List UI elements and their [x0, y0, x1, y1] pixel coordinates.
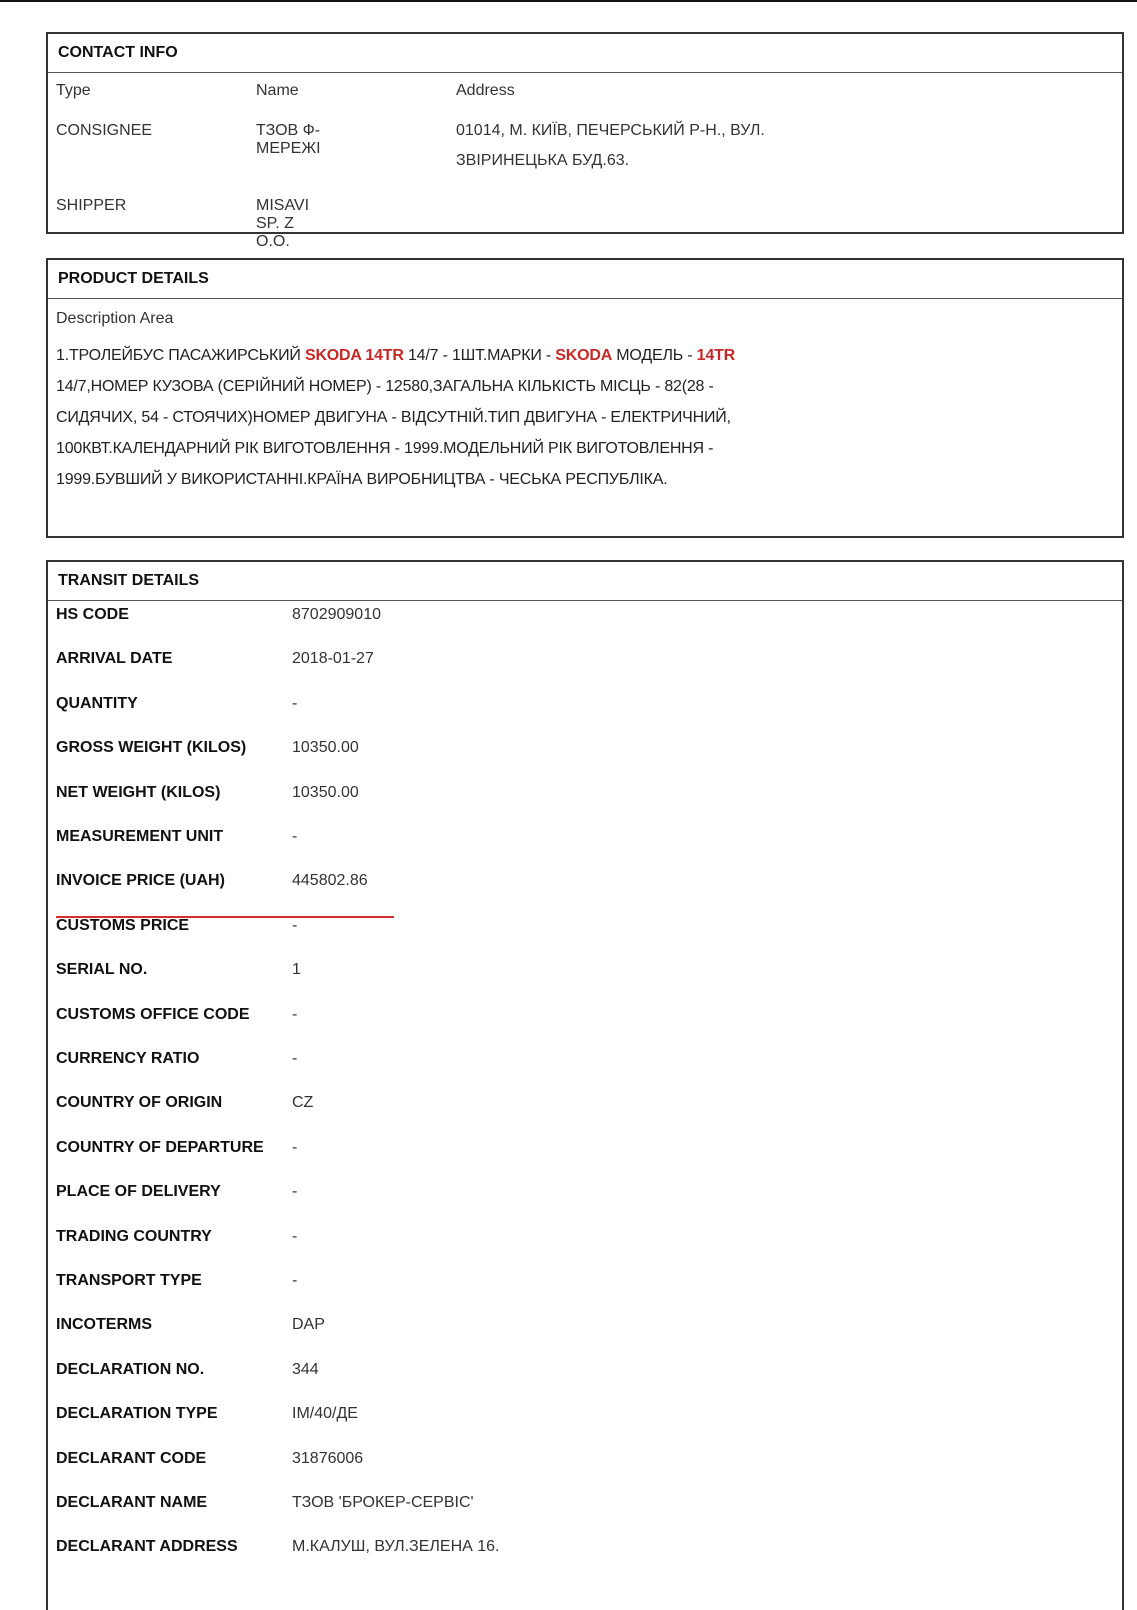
transit-row [56, 606, 1056, 630]
transit-row [56, 784, 1056, 808]
transit-value: - [292, 1227, 298, 1245]
transit-value: М.КАЛУШ, ВУЛ.ЗЕЛЕНА 16. [292, 1538, 500, 1556]
product-description [56, 340, 776, 495]
desc-part: 14/7 - 1ШТ.МАРКИ - [403, 347, 556, 364]
transit-label: DECLARANT CODE [56, 1449, 207, 1467]
transit-label: QUANTITY [56, 694, 138, 712]
transit-value: 10350.00 [292, 739, 359, 757]
transit-value: - [292, 1138, 298, 1156]
transit-label: COUNTRY OF ORIGIN [56, 1094, 223, 1112]
transit-label: ARRIVAL DATE [56, 650, 173, 668]
transit-value: DAP [292, 1316, 325, 1334]
transit-row [56, 828, 1056, 852]
contact-address: 01014, М. КИЇВ, ПЕЧЕРСЬКИЙ Р-Н., ВУЛ. ЗВІРИНЕЦЬКА БУД.63. [456, 122, 765, 169]
product-details-title: PRODUCT DETAILS [48, 260, 1122, 299]
transit-value: 1 [292, 961, 301, 979]
transit-label: NET WEIGHT (KILOS) [56, 783, 221, 801]
transit-row [56, 872, 1056, 896]
type-header: Type [56, 82, 91, 99]
transit-label: CURRENCY RATIO [56, 1050, 200, 1067]
transit-label: DECLARANT NAME [56, 1494, 208, 1511]
name-header: Name [256, 82, 299, 99]
transit-label: TRANSPORT TYPE [56, 1272, 202, 1289]
desc-part: 14/7,НОМЕР КУЗОВА (СЕРІЙНИЙ НОМЕР) - 12580,ЗАГАЛЬНА КІЛЬКІСТЬ МІСЦЬ - 82(28 - СИДЯЧИХ, 54 - СТОЯЧИХ)НОМЕР ДВИГУНА - ВІДСУТНІЙ.ТИП ДВИГУНА - ЕЛЕКТРИЧНИЙ, 100КВТ.КАЛЕНДАРНИЙ РІК ВИГОТОВЛЕННЯ - 1999.МОДЕЛЬНИЙ РІК ВИГОТОВЛЕННЯ - 1999.БУВШИЙ У ВИКОРИСТАННІ.КРАЇНА ВИРОБНИЦТВА - ЧЕСЬКА РЕСПУБЛІКА. [56, 378, 731, 488]
transit-row [56, 1361, 1056, 1385]
transit-label: DECLARATION TYPE [56, 1405, 218, 1423]
product-details-panel [46, 258, 1124, 538]
transit-row [56, 1228, 1056, 1252]
transit-row [56, 739, 1056, 763]
transit-value: ІМ/40/ДЕ [292, 1405, 358, 1423]
transit-value: - [292, 1005, 298, 1023]
transit-row [56, 1494, 1056, 1518]
transit-label: DECLARANT ADDRESS [56, 1538, 238, 1556]
transit-label: COUNTRY OF DEPARTURE [56, 1138, 264, 1156]
transit-details-title: TRANSIT DETAILS [48, 562, 1122, 601]
transit-row [56, 1538, 1056, 1562]
desc-highlight: 14TR [696, 347, 735, 364]
contact-name: MISAVI SP. Z O.O. [256, 197, 310, 250]
transit-label: GROSS WEIGHT (KILOS) [56, 739, 247, 757]
transit-row [56, 1139, 1056, 1163]
transit-label: DECLARATION NO. [56, 1360, 205, 1378]
transit-row [56, 1405, 1056, 1429]
desc-highlight: SKODA [555, 347, 613, 364]
transit-row [56, 1050, 1056, 1074]
contact-info-title: CONTACT INFO [48, 34, 1122, 73]
transit-value: 10350.00 [292, 783, 359, 801]
transit-row [56, 1450, 1056, 1474]
contact-type: SHIPPER [56, 197, 127, 214]
transit-value: 8702909010 [292, 606, 381, 623]
transit-value: - [292, 694, 298, 712]
transit-label: INVOICE PRICE (UAH) [56, 872, 225, 890]
transit-value: - [292, 1050, 298, 1067]
desc-part: 1.ТРОЛЕЙБУС ПАСАЖИРСЬКИЙ [56, 347, 305, 364]
transit-value: CZ [292, 1094, 314, 1112]
invoice-price-underline [56, 916, 394, 918]
transit-label: SERIAL NO. [56, 961, 148, 979]
transit-value: - [292, 1272, 298, 1289]
transit-label: TRADING COUNTRY [56, 1227, 212, 1245]
description-area-label: Description Area [56, 310, 174, 327]
transit-label: INCOTERMS [56, 1316, 152, 1334]
transit-row [56, 1094, 1056, 1118]
desc-part: МОДЕЛЬ - [612, 347, 697, 364]
transit-value: 31876006 [292, 1449, 364, 1467]
transit-row [56, 1316, 1056, 1340]
transit-row [56, 1272, 1056, 1296]
transit-row [56, 917, 1056, 941]
transit-value: - [292, 916, 298, 934]
desc-highlight: SKODA 14TR [304, 347, 404, 364]
transit-label: CUSTOMS OFFICE CODE [56, 1005, 250, 1023]
transit-row [56, 1006, 1056, 1030]
top-rule [0, 0, 1137, 2]
transit-value: ТЗОВ 'БРОКЕР-СЕРВІС' [292, 1494, 474, 1511]
transit-label: HS CODE [56, 606, 129, 623]
transit-row [56, 695, 1056, 719]
transit-label: CUSTOMS PRICE [56, 916, 190, 934]
transit-details-panel [46, 560, 1124, 1610]
contact-type: CONSIGNEE [56, 122, 153, 139]
transit-value: 445802.86 [292, 872, 368, 890]
transit-value: - [292, 1183, 298, 1201]
address-header: Address [456, 82, 515, 99]
contact-name: ТЗОВ Ф-МЕРЕЖІ [256, 122, 321, 157]
transit-value: 344 [292, 1360, 319, 1378]
transit-value: 2018-01-27 [292, 650, 374, 668]
transit-value: - [292, 828, 298, 845]
transit-row [56, 650, 1056, 674]
transit-row [56, 1183, 1056, 1207]
transit-label: PLACE OF DELIVERY [56, 1183, 221, 1201]
transit-row [56, 961, 1056, 985]
contact-info-panel [46, 32, 1124, 250]
transit-label: MEASUREMENT UNIT [56, 828, 224, 845]
